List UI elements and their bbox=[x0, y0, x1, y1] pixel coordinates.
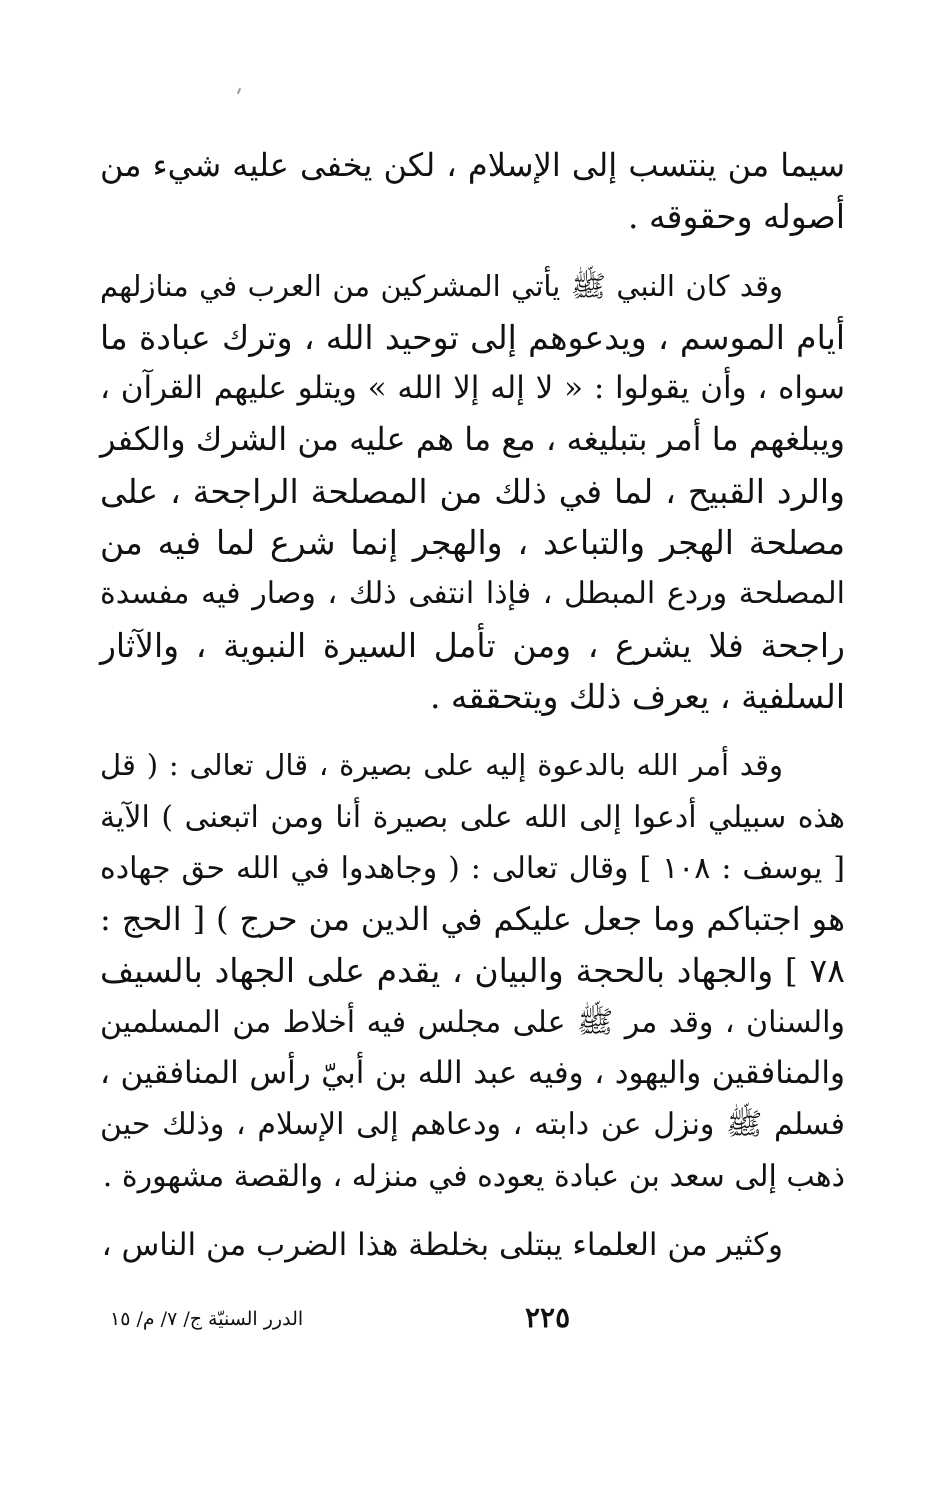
page-number: ٢٢٥ bbox=[525, 1301, 571, 1334]
scan-speck bbox=[237, 88, 241, 94]
text-line: أيام الموسم ، ويدعوهم إلى توحيد الله ، وترك عبادة ما bbox=[100, 317, 845, 357]
page-footer bbox=[100, 1300, 845, 1340]
text-line: وكثير من العلماء يبتلى بخلطة هذا الضرب من الناس ، bbox=[101, 1226, 783, 1263]
paragraph-1 bbox=[100, 140, 845, 243]
text-line: ٧٨ ] والجهاد بالحجة والبيان ، يقدم على الجهاد بالسيف bbox=[100, 951, 845, 991]
text-line: وقد كان النبي ﷺ يأتي المشركين من العرب في منازلهم bbox=[100, 268, 783, 303]
text-line: ذهب إلى سعد بن عبادة يعوده في منزله ، والقصة مشهورة . bbox=[102, 1158, 845, 1194]
text-line: هذه سبيلي أدعوا إلى الله على بصيرة أنا ومن اتبعنى ) الآية bbox=[100, 799, 845, 835]
text-line: السلفية ، يعرف ذلك ويتحققه . bbox=[429, 676, 845, 716]
text-line: سيما من ينتسب إلى الإسلام ، لكن يخفى عليه شيء من bbox=[100, 146, 845, 184]
text-line: مصلحة الهجر والتباعد ، والهجر إنما شرع لما فيه من bbox=[100, 523, 845, 563]
text-line: [ يوسف : ١٠٨ ] وقال تعالى : ( وجاهدوا في الله حق جهاده bbox=[100, 850, 845, 886]
body-text bbox=[100, 140, 845, 1289]
text-line: والسنان ، وقد مر ﷺ على مجلس فيه أخلاط من المسلمين bbox=[100, 1004, 845, 1040]
paragraph-3 bbox=[100, 740, 845, 1202]
text-line: راجحة فلا يشرع ، ومن تأمل السيرة النبوية ، والآثار bbox=[100, 625, 845, 665]
text-line: المصلحة وردع المبطل ، فإذا انتفى ذلك ، وصار فيه مفسدة bbox=[100, 576, 845, 612]
text-line: هو اجتباكم وما جعل عليكم في الدين من حرج ) [ الحج : bbox=[100, 900, 845, 939]
text-line: وقد أمر الله بالدعوة إليه على بصيرة ، قال تعالى : ( قل bbox=[100, 748, 783, 783]
text-line: فسلم ﷺ ونزل عن دابته ، ودعاهم إلى الإسلام ، وذلك حين bbox=[100, 1107, 845, 1143]
text-line: والرد القبيح ، لما في ذلك من المصلحة الراجحة ، على bbox=[100, 471, 845, 511]
paragraph-2 bbox=[100, 261, 845, 723]
paragraph-4 bbox=[100, 1220, 845, 1271]
source-reference: الدرر السنيّة ج/ ٧/ م/ ١٥ bbox=[110, 1308, 304, 1330]
text-line: سواه ، وأن يقولوا : « لا إله إلا الله » ويتلو عليهم القرآن ، bbox=[100, 370, 845, 407]
text-line: والمنافقين واليهود ، وفيه عبد الله بن أبيّ رأس المنافقين ، bbox=[100, 1055, 845, 1092]
text-line: أصوله وحقوقه . bbox=[628, 197, 845, 237]
text-line: ويبلغهم ما أمر بتبليغه ، مع ما هم عليه من الشرك والكفر bbox=[100, 420, 845, 459]
